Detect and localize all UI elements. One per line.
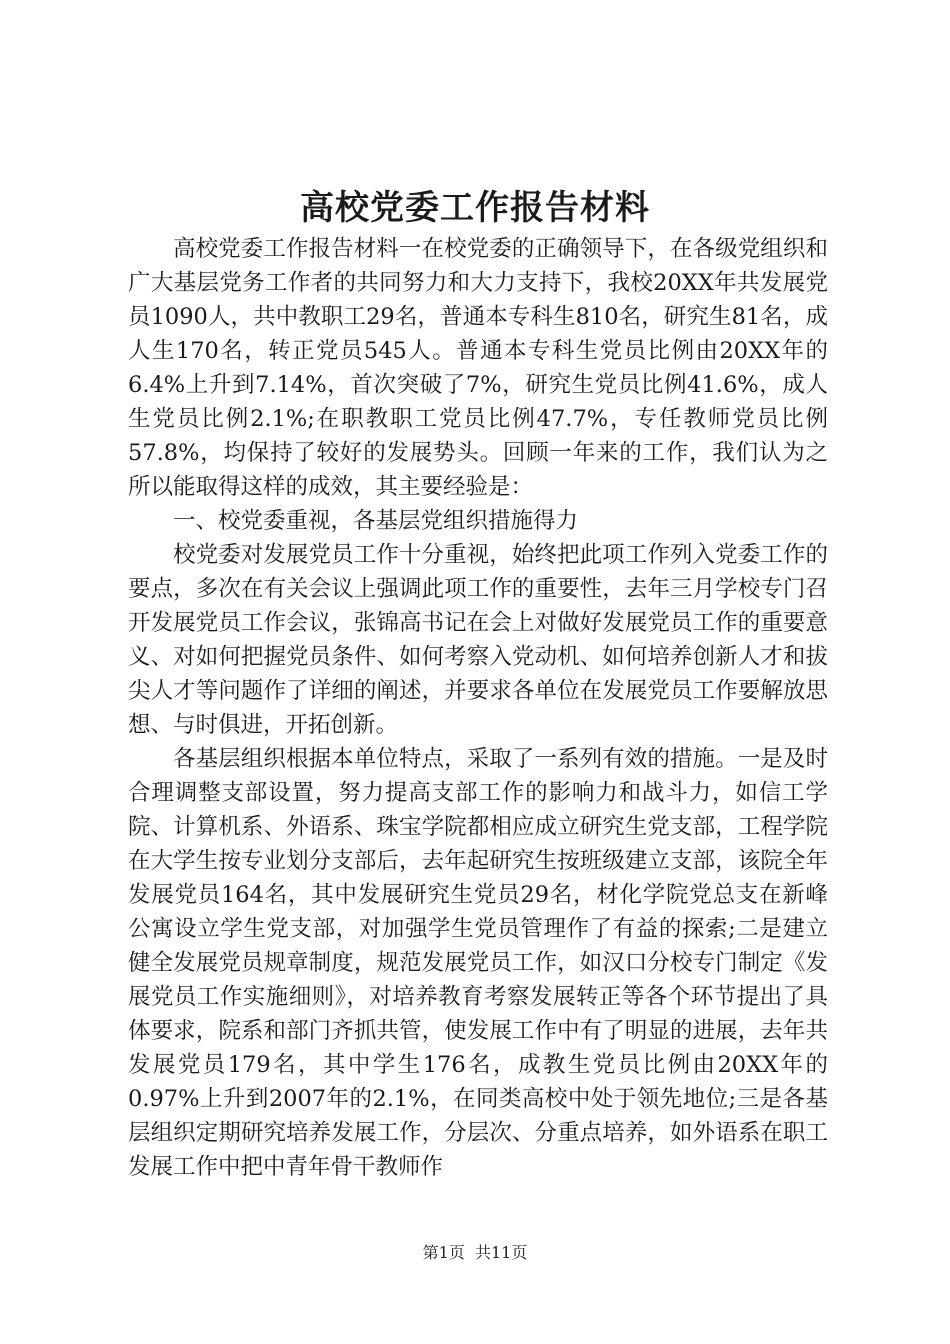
page-number: 第1页 共11页 xyxy=(422,1243,528,1262)
paragraph-party-committee: 校党委对发展党员工作十分重视，始终把此项工作列入党委工作的要点，多次在有关会议上强调此项工作的重要性，去年三月学校专门召开发展党员工作会议，张锦高书记在会上对做好发展党员工作的重要意义、对如何把握党员条件、如何考察入党动机、如何培养创新人才和拔尖人才等问题作了详细的阐述，并要求各单位在发展党员工作要解放思想、与时俱进，开拓创新。 xyxy=(128,542,828,738)
page-footer xyxy=(0,1241,950,1265)
paragraph-intro: 高校党委工作报告材料一在校党委的正确领导下，在各级党组织和广大基层党务工作者的共同努力和大力支持下，我校20XX年共发展党员1090人，共中教职工29名，普通本专科生810名，研究生81名，成人生170名，转正党员545人。普通本专科生党员比例由20XX年的6.4%上升到7.14%，首次突破了7%，研究生党员比例41.6%，成人生党员比例2.1%;在职教职工党员比例47.7%，专任教师党员比例57.8%，均保持了较好的发展势头。回顾一年来的工作，我们认为之所以能取得这样的成效，其主要经验是： xyxy=(128,236,828,500)
document-body xyxy=(128,232,828,1184)
section-heading-1: 一、校党委重视，各基层党组织措施得力 xyxy=(173,508,579,534)
paragraph-grassroots-measures: 各基层组织根据本单位特点，采取了一系列有效的措施。一是及时合理调整支部设置，努力提高支部工作的影响力和战斗力，如信工学院、计算机系、外语系、珠宝学院都相应成立研究生党支部，工程学院在大学生按专业划分支部后，去年起研究生按班级建立支部，该院全年发展党员164名，其中发展研究生党员29名，材化学院党总支在新峰公寓设立学生党支部，对加强学生党员管理作了有益的探索;二是建立健全发展党员规章制度，规范发展党员工作，如汉口分校专门制定《发展党员工作实施细则》，对培养教育考察发展转正等各个环节提出了具体要求，院系和部门齐抓共管，使发展工作中有了明显的进展，去年共发展党员179名，其中学生176名，成教生党员比例由20XX年的0.97%上升到2007年的2.1%，在同类高校中处于领先地位;三是各基层组织定期研究培养发展工作，分层次、分重点培养，如外语系在职工发展工作中把中青年骨干教师作 xyxy=(128,746,828,1180)
document-title: 高校党委工作报告材料 xyxy=(300,188,650,228)
